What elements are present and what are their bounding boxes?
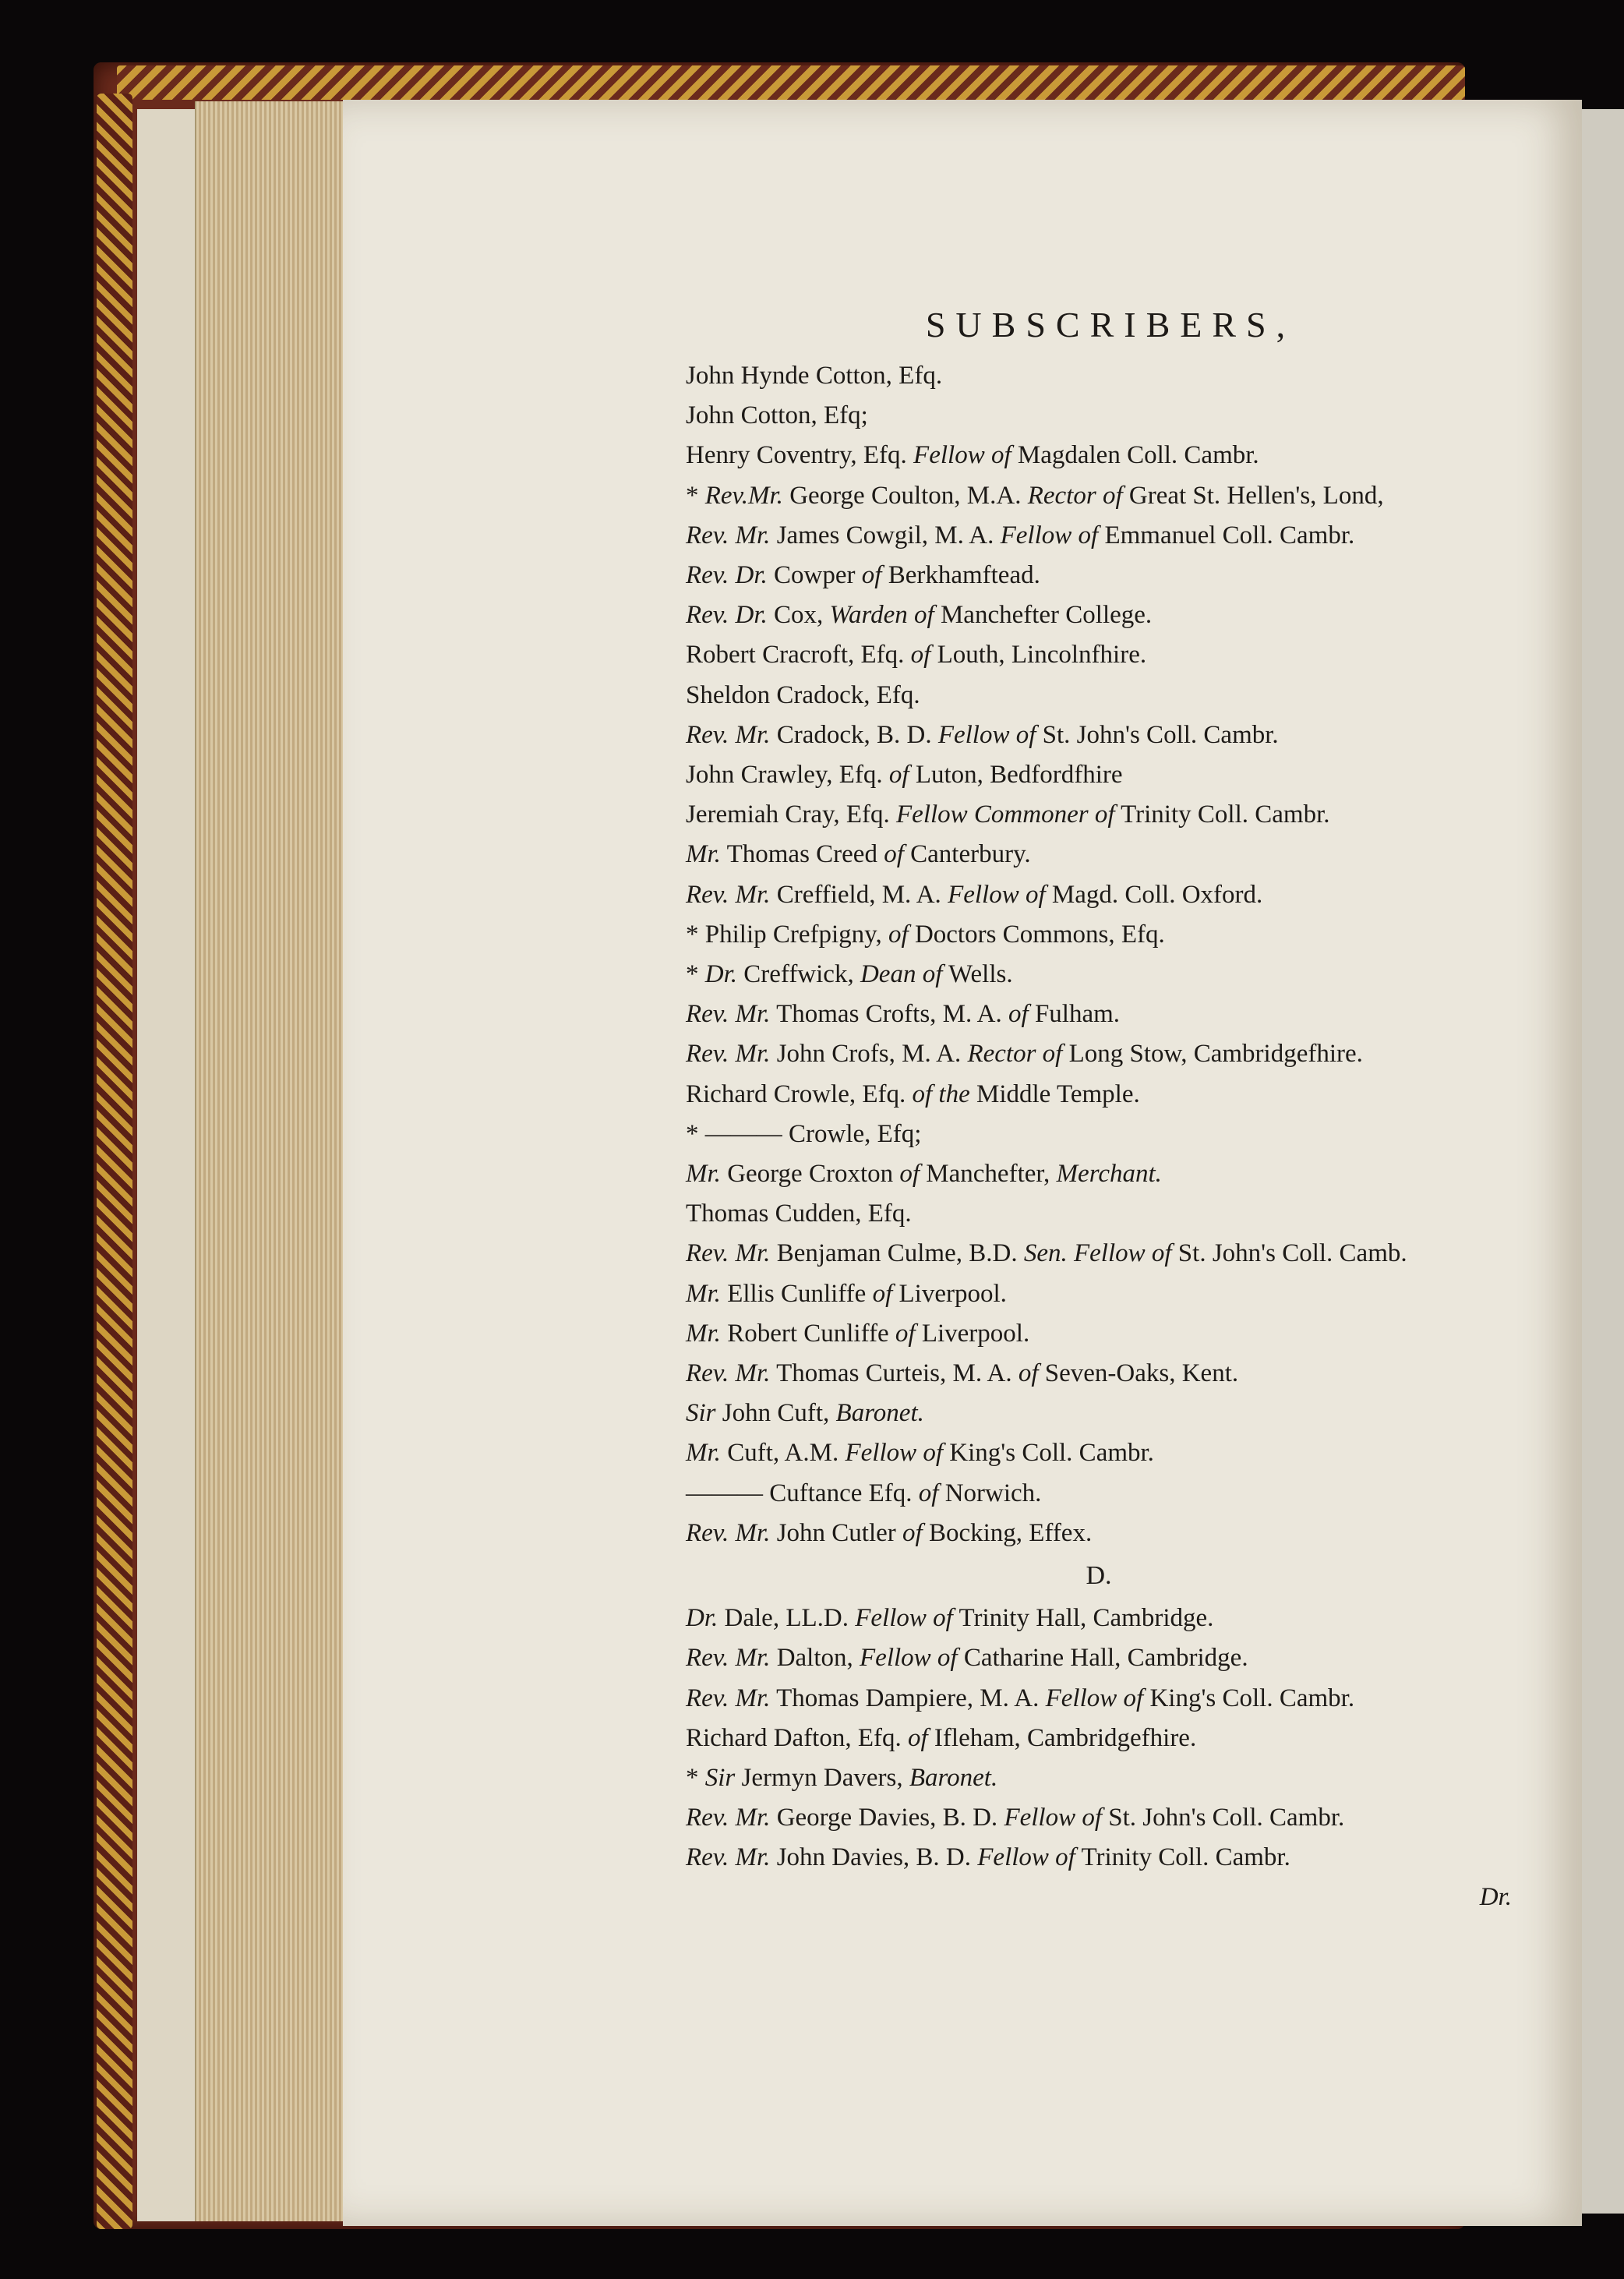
subscriber-entry [686, 476, 1512, 516]
entry-italic-text: of [910, 641, 931, 670]
entry-italic-text: Mr. [686, 840, 721, 869]
entry-text: Bocking, Effex. [922, 1518, 1093, 1547]
entry-text: John Davies, B. D. [770, 1843, 978, 1872]
entry-italic-text: of [861, 561, 882, 590]
entry-text: Liverpool. [892, 1279, 1007, 1308]
entry-text: George Davies, B. D. [770, 1804, 1004, 1832]
entry-italic-text: Mr. [686, 1319, 721, 1348]
entry-text: Seven-Oaks, Kent. [1038, 1359, 1239, 1388]
entry-italic-text: Fellow of [860, 1644, 958, 1673]
subscriber-entry [686, 1719, 1512, 1758]
entry-italic-text: Fellow of [1004, 1804, 1103, 1832]
entry-italic-text: Mr. [686, 1439, 721, 1468]
entry-text: John Cuft, [715, 1399, 836, 1428]
subscriber-entry [686, 1599, 1512, 1638]
section-letter: D. [1086, 1561, 1112, 1591]
entry-italic-text: of [1008, 1000, 1029, 1029]
entry-text: Creffwick, [737, 960, 860, 989]
entry-text: Emmanuel Coll. Cambr. [1098, 521, 1355, 549]
entry-text: John Cotton, Efq; [686, 401, 868, 430]
subscriber-entry [686, 1474, 1512, 1514]
entry-italic-text: of [895, 1319, 916, 1348]
subscriber-entry [686, 955, 1512, 995]
entry-text: Benjaman Culme, B.D. [770, 1239, 1024, 1268]
entry-text: Jeremiah Cray, Efq. [686, 800, 897, 829]
entry-text: James Cowgil, M. A. [770, 521, 1001, 549]
subscriber-entry [686, 595, 1512, 635]
entry-italic-text: Rev. Mr. [686, 1239, 771, 1268]
entry-text: John Cutler [770, 1518, 903, 1547]
entry-italic-text: Fellow Commoner of [896, 800, 1115, 829]
entry-italic-text: Rev. Mr. [686, 1644, 771, 1673]
entry-italic-text: Rev. Mr. [686, 1000, 771, 1029]
entry-italic-text: of the [912, 1079, 970, 1108]
subscriber-entry [686, 995, 1512, 1034]
entry-italic-text: Fellow of [845, 1439, 944, 1468]
entry-text: St. John's Coll. Cambr. [1102, 1804, 1345, 1832]
entry-text: Robert Cunliffe [720, 1319, 895, 1348]
entry-text: * [686, 481, 705, 510]
entry-italic-text: of [884, 840, 904, 869]
pastedown-leaf [137, 109, 201, 2221]
entry-text: Robert Cracroft, Efq. [686, 641, 911, 670]
entry-text: * [686, 1763, 705, 1792]
entry-text: Trinity Coll. Cambr. [1114, 800, 1330, 829]
entry-italic-text: Warden of [829, 601, 934, 630]
entry-italic-text: Rev. Mr. [686, 1040, 771, 1069]
entry-text: Thomas Crofts, M. A. [770, 1000, 1009, 1029]
entry-italic-text: Rev. Mr. [686, 521, 771, 549]
entry-italic-text: of [902, 1518, 923, 1547]
entry-italic-text: Fellow of [937, 720, 1036, 749]
entry-text: Thomas Dampiere, M. A. [770, 1684, 1046, 1712]
next-leaf-edge [1580, 109, 1624, 2214]
subscriber-entry [686, 1075, 1512, 1115]
entry-text: King's Coll. Cambr. [943, 1439, 1154, 1468]
entry-text: Richard Crowle, Efq. [686, 1079, 913, 1108]
entry-text: Richard Dafton, Efq. [686, 1723, 908, 1752]
subscriber-entry [686, 1394, 1512, 1433]
entry-italic-text: of [908, 1723, 928, 1752]
entry-text: Canterbury. [903, 840, 1031, 869]
entry-italic-text: Rev. Mr. [686, 720, 771, 749]
catchword: Dr. [1479, 1882, 1512, 1911]
entry-italic-text: Rev. Mr. [686, 1843, 771, 1872]
entry-italic-text: of [888, 761, 909, 790]
subscriber-entry [686, 1798, 1512, 1838]
entry-text: George Croxton [720, 1160, 900, 1189]
entry-italic-text: Mr. [686, 1160, 721, 1189]
entry-italic-text: Baronet. [909, 1763, 998, 1792]
subscriber-entry [686, 1433, 1512, 1473]
entry-italic-text: Merchant. [1056, 1160, 1162, 1189]
entry-italic-text: Rev.Mr. [704, 481, 783, 510]
entry-text: * ——— Crowle, Efq; [686, 1119, 922, 1148]
entry-text: Ellis Cunliffe [720, 1279, 873, 1308]
entry-text: Manchefter College. [934, 601, 1153, 630]
entry-italic-text: Sen. Fellow of [1023, 1239, 1172, 1268]
entry-italic-text: Rev. Mr. [686, 1804, 771, 1832]
entry-text: Cradock, B. D. [770, 720, 938, 749]
subscriber-entry [686, 1314, 1512, 1354]
entry-italic-text: Fellow of [855, 1604, 953, 1633]
entry-italic-text: of [888, 920, 909, 949]
subscriber-entry [686, 1758, 1512, 1798]
entry-text: Cuft, A.M. [720, 1439, 846, 1468]
entry-text: Trinity Coll. Cambr. [1075, 1843, 1290, 1872]
entry-text: Luton, Bedfordfhire [909, 761, 1123, 790]
entry-italic-text: Baronet. [835, 1399, 924, 1428]
entry-italic-text: Rev. Mr. [686, 880, 771, 909]
entry-text: Berkhamftead. [881, 561, 1040, 590]
subscriber-entry [686, 1274, 1512, 1314]
entry-italic-text: Rev. Mr. [686, 1518, 771, 1547]
entry-text: Norwich. [938, 1479, 1042, 1507]
entry-italic-text: Dean of [860, 960, 943, 989]
entry-text: Great St. Hellen's, Lond, [1122, 481, 1384, 510]
entry-italic-text: Mr. [686, 1279, 721, 1308]
subscriber-entry [686, 1679, 1512, 1719]
entry-text: ——— Cuftance Efq. [686, 1479, 919, 1507]
entry-text: Long Stow, Cambridgefhire. [1062, 1040, 1363, 1069]
entry-italic-text: Dr. [686, 1604, 718, 1633]
entry-italic-text: Rev. Mr. [686, 1359, 771, 1388]
page-edges [195, 101, 346, 2221]
subscriber-entry [686, 1638, 1512, 1678]
subscriber-entry [686, 875, 1512, 915]
subscriber-entry [686, 716, 1512, 755]
entry-text: John Crofs, M. A. [770, 1040, 968, 1069]
entry-italic-text: of [1018, 1359, 1039, 1388]
entry-text: St. John's Coll. Camb. [1171, 1239, 1407, 1268]
subscriber-entry [686, 795, 1512, 835]
entry-text: Trinity Hall, Cambridge. [952, 1604, 1214, 1633]
entry-text: Thomas Curteis, M. A. [770, 1359, 1019, 1388]
gilt-border-left [97, 94, 132, 2229]
subscriber-entry [686, 755, 1512, 795]
entry-text: * Philip Crefpigny, [686, 920, 889, 949]
entry-italic-text: Rector of [967, 1040, 1063, 1069]
entry-text: Catharine Hall, Cambridge. [957, 1644, 1248, 1673]
entry-text: Magdalen Coll. Cambr. [1011, 441, 1259, 470]
entry-text: Liverpool. [915, 1319, 1030, 1348]
subscriber-entry [686, 1115, 1512, 1154]
entries-d-list [686, 1599, 1512, 1878]
entry-text: Creffield, M. A. [770, 880, 948, 909]
entry-text: John Hynde Cotton, Efq. [686, 362, 943, 390]
entry-italic-text: Rev. Mr. [686, 1684, 771, 1712]
entry-text: Thomas Creed [720, 840, 884, 869]
entries-c-list [686, 356, 1512, 1553]
entry-text: * [686, 960, 705, 989]
entry-text: Magd. Coll. Oxford. [1045, 880, 1263, 909]
subscriber-entry [686, 516, 1512, 556]
entry-text: Thomas Cudden, Efq. [686, 1200, 912, 1228]
entry-text: Cox, [767, 601, 830, 630]
entry-text: Manchefter, [920, 1160, 1057, 1189]
subscriber-entry [686, 436, 1512, 475]
entry-text: John Crawley, Efq. [686, 761, 889, 790]
subscriber-entry [686, 1234, 1512, 1274]
entry-text: Wells. [942, 960, 1013, 989]
subscriber-entry [686, 1514, 1512, 1553]
page-heading: SUBSCRIBERS, [925, 305, 1296, 344]
entry-italic-text: of [899, 1160, 920, 1189]
entry-text: Ifleham, Cambridgefhire. [927, 1723, 1197, 1752]
entry-text: Henry Coventry, Efq. [686, 441, 914, 470]
entry-text: Dale, LL.D. [718, 1604, 856, 1633]
subscriber-entry [686, 915, 1512, 955]
entry-italic-text: Fellow of [913, 441, 1011, 470]
entry-italic-text: of [872, 1279, 893, 1308]
entry-italic-text: Dr. [704, 960, 738, 989]
subscriber-entry [686, 556, 1512, 595]
subscriber-entry [686, 1154, 1512, 1194]
subscriber-entry [686, 356, 1512, 396]
entry-italic-text: Sir [686, 1399, 716, 1428]
entry-text: Doctors Commons, Efq. [908, 920, 1165, 949]
entry-italic-text: of [918, 1479, 939, 1507]
entry-italic-text: Rector of [1027, 481, 1123, 510]
subscriber-entry [686, 1838, 1512, 1878]
entry-text: Sheldon Cradock, Efq. [686, 680, 920, 709]
subscriber-list [686, 304, 1512, 1912]
subscriber-entry [686, 1034, 1512, 1074]
subscriber-entry [686, 1354, 1512, 1394]
entry-italic-text: Rev. Dr. [686, 601, 768, 630]
entry-text: Cowper [767, 561, 862, 590]
entry-text: Middle Temple. [969, 1079, 1140, 1108]
subscriber-entry [686, 396, 1512, 436]
subscriber-entry [686, 676, 1512, 716]
subscriber-entry [686, 1194, 1512, 1234]
gilt-border-top [117, 65, 1465, 100]
entry-text: Louth, Lincolnfhire. [930, 641, 1147, 670]
entry-text: St. John's Coll. Cambr. [1036, 720, 1279, 749]
entry-italic-text: Fellow of [977, 1843, 1075, 1872]
entry-italic-text: Fellow of [1000, 521, 1099, 549]
entry-italic-text: Fellow of [948, 880, 1046, 909]
entry-text: Jermyn Davers, [735, 1763, 909, 1792]
entry-text: Dalton, [770, 1644, 860, 1673]
subscriber-entry [686, 635, 1512, 675]
entry-italic-text: Sir [704, 1763, 736, 1792]
entry-italic-text: Fellow of [1045, 1684, 1144, 1712]
entry-italic-text: Rev. Dr. [686, 561, 768, 590]
entry-text: Fulham. [1028, 1000, 1121, 1029]
subscriber-entry [686, 835, 1512, 874]
entry-text: King's Coll. Cambr. [1143, 1684, 1355, 1712]
entry-text: George Coulton, M.A. [782, 481, 1028, 510]
